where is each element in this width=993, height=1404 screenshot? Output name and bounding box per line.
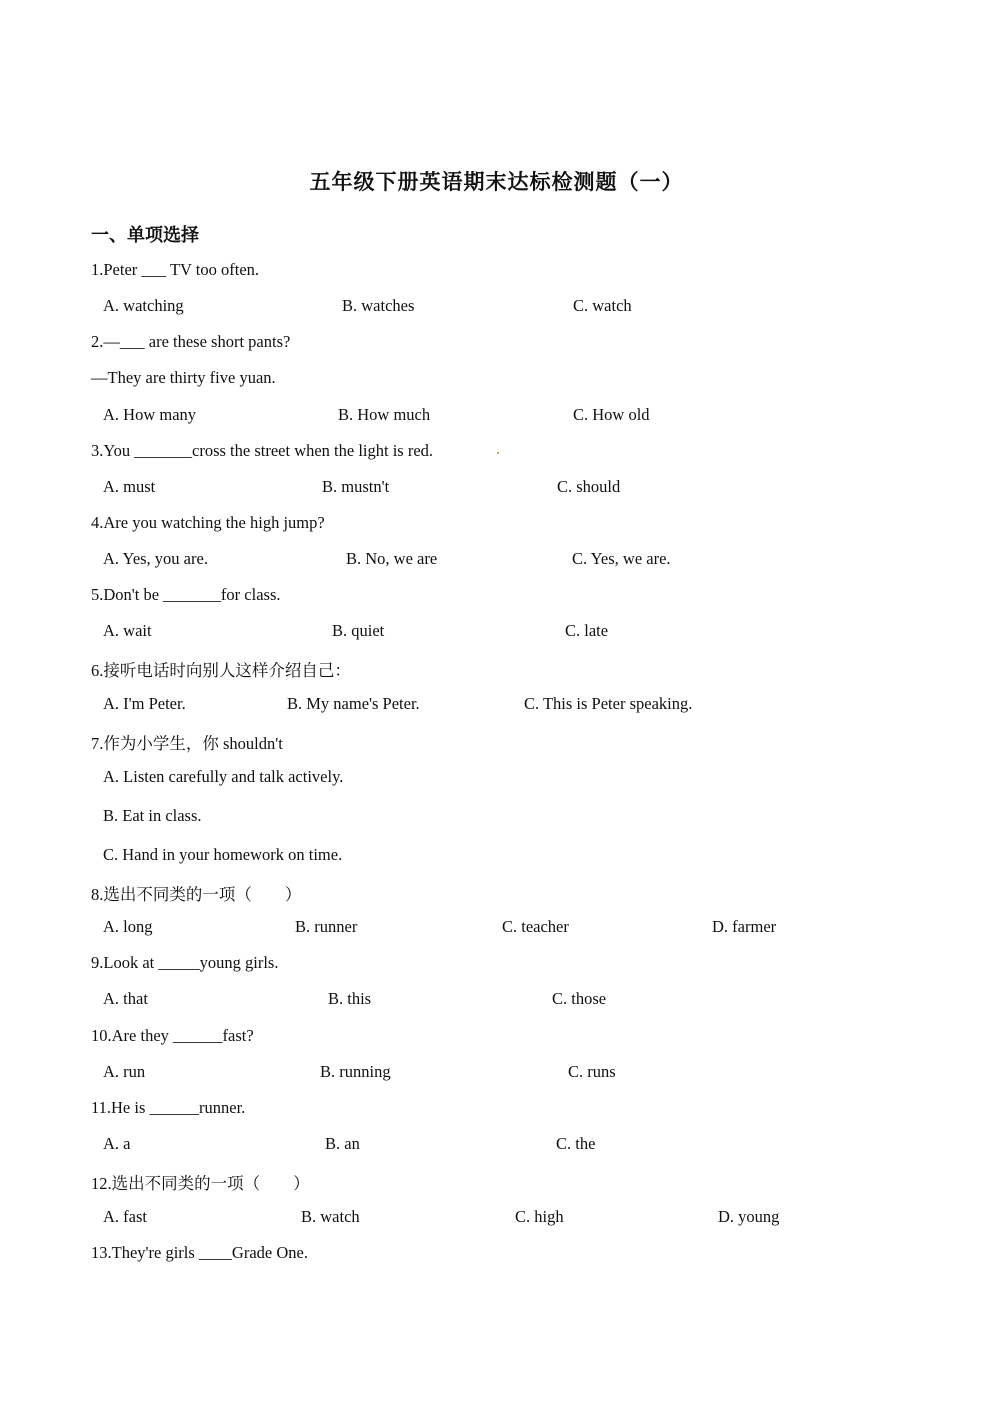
option-c[interactable]: C. runs <box>568 1062 616 1081</box>
question-stem: 7.作为小学生，你 shouldn't <box>91 734 283 753</box>
option-b[interactable]: B. How much <box>338 405 431 424</box>
option-a[interactable]: A. fast <box>103 1207 147 1226</box>
option-b[interactable]: B. this <box>328 989 372 1008</box>
option-b[interactable]: B. Eat in class. <box>103 806 202 825</box>
question-stem: 2.—___ are these short pants? <box>91 332 291 351</box>
page-title: 五年级下册英语期末达标检测题（一） <box>309 170 684 194</box>
option-c[interactable]: C. How old <box>573 405 650 424</box>
option-b[interactable]: B. an <box>325 1134 360 1153</box>
option-a[interactable]: A. long <box>103 917 153 936</box>
option-c[interactable]: C. watch <box>573 296 632 315</box>
question-stem: 6.接听电话时向别人这样介绍自己： <box>91 661 351 680</box>
option-a[interactable]: A. wait <box>103 621 152 640</box>
option-a[interactable]: A. Listen carefully and talk actively. <box>103 767 344 786</box>
option-c[interactable]: C. This is Peter speaking. <box>524 694 693 713</box>
option-a[interactable]: A. How many <box>103 405 197 424</box>
section-heading: 一、单项选择 <box>91 225 199 245</box>
question-stem: 11.He is ______runner. <box>91 1098 246 1117</box>
question-stem: 3.You _______cross the street when the light is red. <box>91 441 434 460</box>
option-b[interactable]: B. No, we are <box>346 549 438 568</box>
option-b[interactable]: B. runner <box>295 917 358 936</box>
option-d[interactable]: D. young <box>718 1207 780 1226</box>
option-a[interactable]: A. must <box>103 477 156 496</box>
stray-mark <box>497 452 499 454</box>
option-a[interactable]: A. run <box>103 1062 146 1081</box>
option-b[interactable]: B. watch <box>301 1207 360 1226</box>
option-c[interactable]: C. Yes, we are. <box>572 549 671 568</box>
option-c[interactable]: C. Hand in your homework on time. <box>103 845 343 864</box>
question-stem: 12.选出不同类的一项（ ） <box>91 1174 310 1193</box>
question-stem: 10.Are they ______fast? <box>91 1026 254 1045</box>
question-stem: 4.Are you watching the high jump? <box>91 513 325 532</box>
option-b[interactable]: B. running <box>320 1062 391 1081</box>
option-a[interactable]: A. Yes, you are. <box>103 549 208 568</box>
question-dialogue-line: —They are thirty five yuan. <box>91 368 276 387</box>
question-stem: 8.选出不同类的一项（ ） <box>91 885 302 904</box>
option-c[interactable]: C. the <box>556 1134 596 1153</box>
option-b[interactable]: B. mustn't <box>322 477 390 496</box>
question-stem: 5.Don't be _______for class. <box>91 585 281 604</box>
question-stem: 9.Look at _____young girls. <box>91 953 279 972</box>
option-a[interactable]: A. that <box>103 989 148 1008</box>
option-a[interactable]: A. I'm Peter. <box>103 694 186 713</box>
option-c[interactable]: C. should <box>557 477 621 496</box>
question-stem: 13.They're girls ____Grade One. <box>91 1243 308 1262</box>
option-a[interactable]: A. watching <box>103 296 184 315</box>
option-b[interactable]: B. My name's Peter. <box>287 694 420 713</box>
option-a[interactable]: A. a <box>103 1134 131 1153</box>
option-c[interactable]: C. teacher <box>502 917 569 936</box>
option-b[interactable]: B. watches <box>342 296 415 315</box>
option-c[interactable]: C. those <box>552 989 607 1008</box>
option-c[interactable]: C. high <box>515 1207 564 1226</box>
option-c[interactable]: C. late <box>565 621 609 640</box>
option-b[interactable]: B. quiet <box>332 621 385 640</box>
question-stem: 1.Peter ___ TV too often. <box>91 260 260 279</box>
option-d[interactable]: D. farmer <box>712 917 777 936</box>
